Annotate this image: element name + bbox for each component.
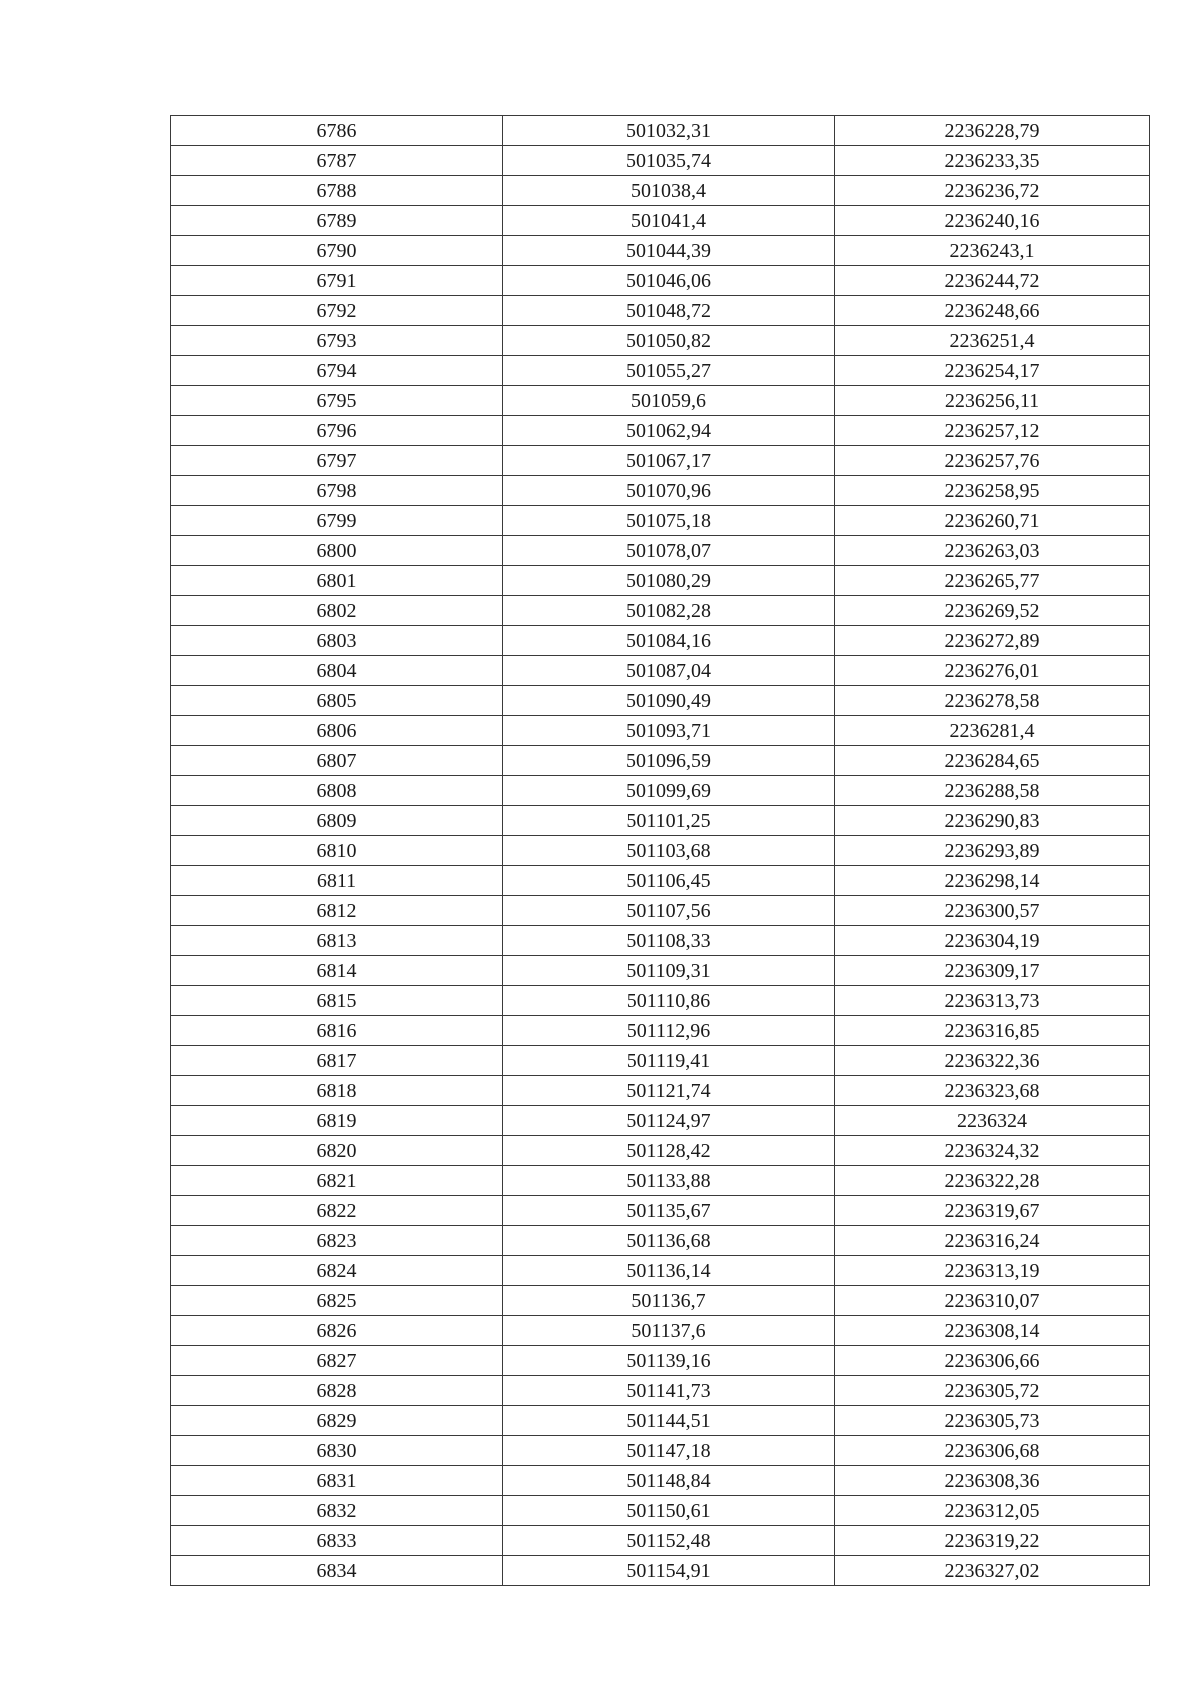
table-row (171, 1166, 1150, 1196)
x-coordinate-cell: 501070,96 (503, 476, 835, 506)
x-coordinate-cell: 501035,74 (503, 146, 835, 176)
y-coordinate-cell: 2236254,17 (835, 356, 1150, 386)
point-number-cell: 6804 (171, 656, 503, 686)
table-row (171, 836, 1150, 866)
y-coordinate-cell: 2236313,73 (835, 986, 1150, 1016)
table-row (171, 926, 1150, 956)
y-coordinate-cell: 2236260,71 (835, 506, 1150, 536)
point-number-cell: 6823 (171, 1226, 503, 1256)
y-coordinate-cell: 2236306,68 (835, 1436, 1150, 1466)
x-coordinate-cell: 501041,4 (503, 206, 835, 236)
x-coordinate-cell: 501110,86 (503, 986, 835, 1016)
y-coordinate-cell: 2236309,17 (835, 956, 1150, 986)
point-number-cell: 6793 (171, 326, 503, 356)
y-coordinate-cell: 2236308,14 (835, 1316, 1150, 1346)
table-row (171, 446, 1150, 476)
table-row (171, 206, 1150, 236)
table-row (171, 386, 1150, 416)
x-coordinate-cell: 501136,68 (503, 1226, 835, 1256)
point-number-cell: 6789 (171, 206, 503, 236)
point-number-cell: 6801 (171, 566, 503, 596)
table-row (171, 1436, 1150, 1466)
point-number-cell: 6818 (171, 1076, 503, 1106)
point-number-cell: 6819 (171, 1106, 503, 1136)
point-number-cell: 6790 (171, 236, 503, 266)
point-number-cell: 6820 (171, 1136, 503, 1166)
point-number-cell: 6824 (171, 1256, 503, 1286)
coordinates-table-body (171, 116, 1150, 1586)
point-number-cell: 6829 (171, 1406, 503, 1436)
table-row (171, 596, 1150, 626)
table-row (171, 326, 1150, 356)
x-coordinate-cell: 501050,82 (503, 326, 835, 356)
point-number-cell: 6815 (171, 986, 503, 1016)
x-coordinate-cell: 501124,97 (503, 1106, 835, 1136)
point-number-cell: 6795 (171, 386, 503, 416)
y-coordinate-cell: 2236304,19 (835, 926, 1150, 956)
point-number-cell: 6809 (171, 806, 503, 836)
y-coordinate-cell: 2236324,32 (835, 1136, 1150, 1166)
point-number-cell: 6808 (171, 776, 503, 806)
point-number-cell: 6814 (171, 956, 503, 986)
x-coordinate-cell: 501152,48 (503, 1526, 835, 1556)
coordinates-table (170, 115, 1150, 1586)
x-coordinate-cell: 501093,71 (503, 716, 835, 746)
table-row (171, 116, 1150, 146)
x-coordinate-cell: 501046,06 (503, 266, 835, 296)
point-number-cell: 6802 (171, 596, 503, 626)
point-number-cell: 6803 (171, 626, 503, 656)
y-coordinate-cell: 2236257,76 (835, 446, 1150, 476)
y-coordinate-cell: 2236284,65 (835, 746, 1150, 776)
point-number-cell: 6786 (171, 116, 503, 146)
x-coordinate-cell: 501107,56 (503, 896, 835, 926)
point-number-cell: 6831 (171, 1466, 503, 1496)
point-number-cell: 6797 (171, 446, 503, 476)
y-coordinate-cell: 2236263,03 (835, 536, 1150, 566)
x-coordinate-cell: 501144,51 (503, 1406, 835, 1436)
point-number-cell: 6816 (171, 1016, 503, 1046)
y-coordinate-cell: 2236240,16 (835, 206, 1150, 236)
y-coordinate-cell: 2236327,02 (835, 1556, 1150, 1586)
point-number-cell: 6817 (171, 1046, 503, 1076)
table-row (171, 1286, 1150, 1316)
y-coordinate-cell: 2236248,66 (835, 296, 1150, 326)
x-coordinate-cell: 501121,74 (503, 1076, 835, 1106)
x-coordinate-cell: 501136,14 (503, 1256, 835, 1286)
y-coordinate-cell: 2236269,52 (835, 596, 1150, 626)
y-coordinate-cell: 2236236,72 (835, 176, 1150, 206)
y-coordinate-cell: 2236258,95 (835, 476, 1150, 506)
y-coordinate-cell: 2236312,05 (835, 1496, 1150, 1526)
x-coordinate-cell: 501038,4 (503, 176, 835, 206)
table-row (171, 626, 1150, 656)
x-coordinate-cell: 501075,18 (503, 506, 835, 536)
point-number-cell: 6834 (171, 1556, 503, 1586)
point-number-cell: 6791 (171, 266, 503, 296)
point-number-cell: 6832 (171, 1496, 503, 1526)
x-coordinate-cell: 501080,29 (503, 566, 835, 596)
table-row (171, 866, 1150, 896)
x-coordinate-cell: 501106,45 (503, 866, 835, 896)
table-row (171, 986, 1150, 1016)
point-number-cell: 6787 (171, 146, 503, 176)
table-row (171, 1466, 1150, 1496)
y-coordinate-cell: 2236322,36 (835, 1046, 1150, 1076)
point-number-cell: 6794 (171, 356, 503, 386)
table-row (171, 296, 1150, 326)
x-coordinate-cell: 501148,84 (503, 1466, 835, 1496)
x-coordinate-cell: 501078,07 (503, 536, 835, 566)
table-row (171, 1046, 1150, 1076)
point-number-cell: 6812 (171, 896, 503, 926)
table-row (171, 356, 1150, 386)
point-number-cell: 6806 (171, 716, 503, 746)
y-coordinate-cell: 2236319,67 (835, 1196, 1150, 1226)
x-coordinate-cell: 501128,42 (503, 1136, 835, 1166)
x-coordinate-cell: 501136,7 (503, 1286, 835, 1316)
x-coordinate-cell: 501062,94 (503, 416, 835, 446)
x-coordinate-cell: 501147,18 (503, 1436, 835, 1466)
table-row (171, 746, 1150, 776)
table-row (171, 1256, 1150, 1286)
y-coordinate-cell: 2236265,77 (835, 566, 1150, 596)
y-coordinate-cell: 2236316,85 (835, 1016, 1150, 1046)
table-row (171, 1136, 1150, 1166)
x-coordinate-cell: 501139,16 (503, 1346, 835, 1376)
y-coordinate-cell: 2236322,28 (835, 1166, 1150, 1196)
x-coordinate-cell: 501055,27 (503, 356, 835, 386)
point-number-cell: 6796 (171, 416, 503, 446)
table-row (171, 566, 1150, 596)
y-coordinate-cell: 2236281,4 (835, 716, 1150, 746)
table-row (171, 1316, 1150, 1346)
table-row (171, 1196, 1150, 1226)
table-row (171, 1376, 1150, 1406)
point-number-cell: 6813 (171, 926, 503, 956)
point-number-cell: 6788 (171, 176, 503, 206)
table-row (171, 1526, 1150, 1556)
point-number-cell: 6807 (171, 746, 503, 776)
point-number-cell: 6830 (171, 1436, 503, 1466)
table-row (171, 1226, 1150, 1256)
table-row (171, 176, 1150, 206)
x-coordinate-cell: 501109,31 (503, 956, 835, 986)
table-row (171, 266, 1150, 296)
table-row (171, 896, 1150, 926)
y-coordinate-cell: 2236243,1 (835, 236, 1150, 266)
x-coordinate-cell: 501108,33 (503, 926, 835, 956)
table-row (171, 476, 1150, 506)
x-coordinate-cell: 501103,68 (503, 836, 835, 866)
x-coordinate-cell: 501119,41 (503, 1046, 835, 1076)
y-coordinate-cell: 2236256,11 (835, 386, 1150, 416)
x-coordinate-cell: 501096,59 (503, 746, 835, 776)
x-coordinate-cell: 501067,17 (503, 446, 835, 476)
table-row (171, 146, 1150, 176)
point-number-cell: 6826 (171, 1316, 503, 1346)
y-coordinate-cell: 2236288,58 (835, 776, 1150, 806)
table-row (171, 1556, 1150, 1586)
x-coordinate-cell: 501141,73 (503, 1376, 835, 1406)
table-row (171, 1106, 1150, 1136)
x-coordinate-cell: 501154,91 (503, 1556, 835, 1586)
x-coordinate-cell: 501044,39 (503, 236, 835, 266)
x-coordinate-cell: 501087,04 (503, 656, 835, 686)
table-row (171, 416, 1150, 446)
x-coordinate-cell: 501112,96 (503, 1016, 835, 1046)
y-coordinate-cell: 2236316,24 (835, 1226, 1150, 1256)
point-number-cell: 6810 (171, 836, 503, 866)
y-coordinate-cell: 2236298,14 (835, 866, 1150, 896)
table-row (171, 1346, 1150, 1376)
point-number-cell: 6800 (171, 536, 503, 566)
y-coordinate-cell: 2236276,01 (835, 656, 1150, 686)
x-coordinate-cell: 501101,25 (503, 806, 835, 836)
table-row (171, 716, 1150, 746)
x-coordinate-cell: 501133,88 (503, 1166, 835, 1196)
table-row (171, 776, 1150, 806)
point-number-cell: 6827 (171, 1346, 503, 1376)
y-coordinate-cell: 2236300,57 (835, 896, 1150, 926)
x-coordinate-cell: 501150,61 (503, 1496, 835, 1526)
point-number-cell: 6798 (171, 476, 503, 506)
table-row (171, 506, 1150, 536)
table-row (171, 536, 1150, 566)
y-coordinate-cell: 2236305,72 (835, 1376, 1150, 1406)
y-coordinate-cell: 2236305,73 (835, 1406, 1150, 1436)
y-coordinate-cell: 2236228,79 (835, 116, 1150, 146)
y-coordinate-cell: 2236251,4 (835, 326, 1150, 356)
y-coordinate-cell: 2236306,66 (835, 1346, 1150, 1376)
point-number-cell: 6805 (171, 686, 503, 716)
x-coordinate-cell: 501099,69 (503, 776, 835, 806)
x-coordinate-cell: 501082,28 (503, 596, 835, 626)
y-coordinate-cell: 2236324 (835, 1106, 1150, 1136)
y-coordinate-cell: 2236233,35 (835, 146, 1150, 176)
table-row (171, 1496, 1150, 1526)
point-number-cell: 6792 (171, 296, 503, 326)
table-row (171, 236, 1150, 266)
table-row (171, 1076, 1150, 1106)
point-number-cell: 6822 (171, 1196, 503, 1226)
y-coordinate-cell: 2236323,68 (835, 1076, 1150, 1106)
y-coordinate-cell: 2236257,12 (835, 416, 1150, 446)
y-coordinate-cell: 2236278,58 (835, 686, 1150, 716)
x-coordinate-cell: 501084,16 (503, 626, 835, 656)
y-coordinate-cell: 2236293,89 (835, 836, 1150, 866)
point-number-cell: 6825 (171, 1286, 503, 1316)
point-number-cell: 6828 (171, 1376, 503, 1406)
y-coordinate-cell: 2236319,22 (835, 1526, 1150, 1556)
point-number-cell: 6799 (171, 506, 503, 536)
x-coordinate-cell: 501059,6 (503, 386, 835, 416)
point-number-cell: 6811 (171, 866, 503, 896)
y-coordinate-cell: 2236244,72 (835, 266, 1150, 296)
table-row (171, 956, 1150, 986)
x-coordinate-cell: 501137,6 (503, 1316, 835, 1346)
point-number-cell: 6833 (171, 1526, 503, 1556)
x-coordinate-cell: 501032,31 (503, 116, 835, 146)
y-coordinate-cell: 2236313,19 (835, 1256, 1150, 1286)
y-coordinate-cell: 2236308,36 (835, 1466, 1150, 1496)
x-coordinate-cell: 501090,49 (503, 686, 835, 716)
y-coordinate-cell: 2236272,89 (835, 626, 1150, 656)
table-row (171, 1406, 1150, 1436)
x-coordinate-cell: 501048,72 (503, 296, 835, 326)
table-row (171, 656, 1150, 686)
table-row (171, 1016, 1150, 1046)
y-coordinate-cell: 2236290,83 (835, 806, 1150, 836)
table-row (171, 686, 1150, 716)
y-coordinate-cell: 2236310,07 (835, 1286, 1150, 1316)
point-number-cell: 6821 (171, 1166, 503, 1196)
x-coordinate-cell: 501135,67 (503, 1196, 835, 1226)
table-row (171, 806, 1150, 836)
